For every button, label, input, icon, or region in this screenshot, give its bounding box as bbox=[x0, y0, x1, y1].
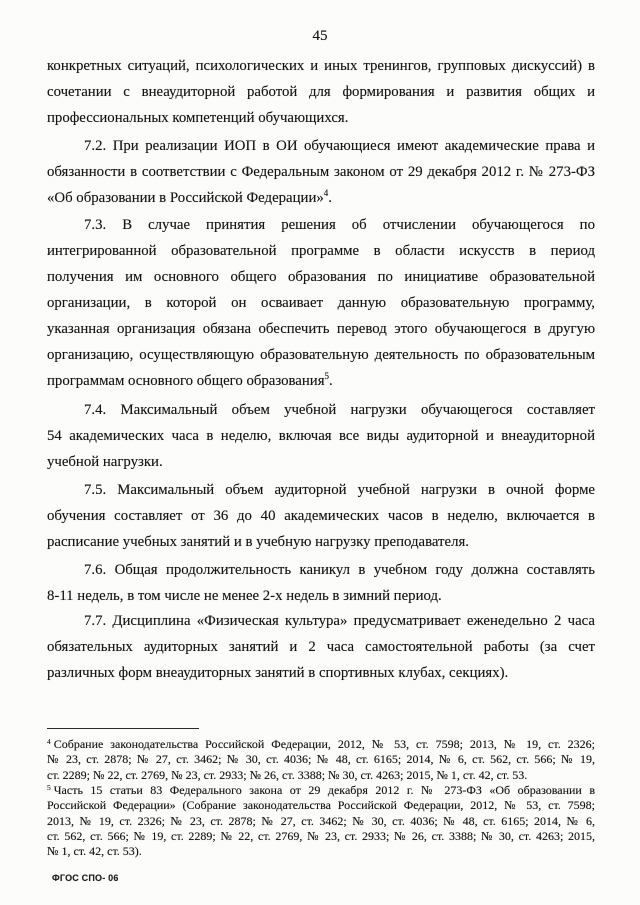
footer-code: ФГОС СПО- 06 bbox=[52, 873, 119, 883]
text-line: ст. 2289; № 22, ст. 2769, № 23, ст. 2933; № 26, ст. 3388; № 30, ст. 4263; 2015, № 1, ст. 42, ст. 53. bbox=[47, 767, 528, 782]
paragraph-7-6 bbox=[47, 557, 595, 609]
text-line: различных форм внеаудиторных занятий в спортивных клубах, секциях). bbox=[47, 665, 509, 681]
text-line: № 23, ст. 2878; № 27, ст. 3462; № 30, ст. 4036; № 48, ст. 6165; 2014, № 6, ст. 562, ст. 566; № 19, bbox=[47, 752, 595, 767]
footnote-separator bbox=[47, 728, 199, 729]
text-line: интегрированной образовательной программе в области искусств в период bbox=[47, 243, 595, 259]
text-line bbox=[47, 368, 595, 394]
text-line bbox=[47, 185, 595, 211]
text-line: обязанности в соответствии с Федеральным законом от 29 декабря 2012 г. № 273-ФЗ bbox=[47, 164, 595, 180]
line-end: . bbox=[328, 190, 332, 206]
text-line: № 1, ст. 42, ст. 53). bbox=[47, 844, 142, 859]
paragraph-7-2 bbox=[47, 133, 595, 211]
paragraph-7-5 bbox=[47, 477, 595, 555]
paragraph-7-4 bbox=[47, 397, 595, 475]
text-line: 7.3. В случае принятия решения об отчислении обучающегося по bbox=[84, 217, 595, 233]
text-line bbox=[47, 783, 595, 798]
text-line: расписание учебных занятий и в учебную нагрузку преподавателя. bbox=[47, 534, 469, 550]
text-line: указанная организация обязана обеспечить перевод этого обучающегося в другую bbox=[47, 321, 595, 337]
page-number: 45 bbox=[312, 28, 328, 44]
text-line: ст. 562, ст. 566; № 19, ст. 2289; № 22, ст. 2769, № 23, ст. 2933; № 26, ст. 3388; № 30, ст. 4263; 2015, bbox=[47, 828, 595, 843]
line-text: программам основного общего образования bbox=[47, 373, 325, 389]
text-line: конкретных ситуаций, психологических и иных тренингов, групповых дискуссий) в bbox=[47, 58, 595, 74]
text-line: Российской Федерации» (Собрание законодательства Российской Федерации, 2012, № 53, ст. 7598; bbox=[47, 798, 595, 813]
paragraph-7-3 bbox=[47, 212, 595, 394]
text-line: профессиональных компетенций обучающихся. bbox=[47, 110, 349, 126]
line-text: Собрание законодательства Российской Федерации, 2012, № 53, ст. 7598; 2013, № 19, ст. 2326; bbox=[53, 737, 595, 751]
footnote-4 bbox=[47, 737, 595, 783]
text-line: сочетании с внеаудиторной работой для формирования и развития общих и bbox=[47, 84, 595, 100]
text-line: 7.4. Максимальный объем учебной нагрузки обучающегося составляет bbox=[84, 402, 595, 418]
text-line: 54 академических часа в неделю, включая все виды аудиторной и внеаудиторной bbox=[47, 428, 595, 444]
text-line: 7.2. При реализации ИОП в ОИ обучающиеся имеют академические права и bbox=[84, 138, 595, 154]
text-line: 7.7. Дисциплина «Физическая культура» предусматривает еженедельно 2 часа bbox=[84, 613, 595, 629]
text-line: обучения составляет от 36 до 40 академических часов в неделю, включается в bbox=[47, 508, 595, 524]
line-text: «Об образовании в Российской Федерации» bbox=[47, 190, 324, 206]
text-line: 7.5. Максимальный объем аудиторной учебной нагрузки в очной форме bbox=[84, 482, 595, 498]
text-line: организацию, осуществляющую образовательную деятельность по образовательным bbox=[47, 347, 595, 363]
text-line: 8-11 недель, в том числе не менее 2-х недель в зимний период. bbox=[47, 588, 442, 604]
paragraph-7-7 bbox=[47, 608, 595, 686]
footnote-5 bbox=[47, 783, 595, 859]
footnote-reference: 4 bbox=[323, 188, 329, 198]
line-end: . bbox=[329, 373, 333, 389]
text-line bbox=[47, 737, 595, 752]
text-line: учебной нагрузки. bbox=[47, 454, 163, 470]
line-text: Часть 15 статьи 83 Федерального закона от 29 декабря 2012 г. № 273-ФЗ «Об образовании в bbox=[53, 783, 595, 797]
paragraph-continuation bbox=[47, 53, 595, 131]
text-line: обязательных аудиторных занятий и 2 часа самостоятельной работы (за счет bbox=[47, 639, 595, 655]
footnote-reference: 5 bbox=[324, 371, 329, 381]
text-line: 7.6. Общая продолжительность каникул в учебном году должна составлять bbox=[84, 562, 595, 578]
footnote-mark: 5 bbox=[47, 783, 51, 792]
footnote-mark: 4 bbox=[47, 737, 51, 746]
text-line: 2013, № 19, ст. 2326; № 23, ст. 2878; № 27, ст. 3462; № 30, ст. 4036; № 48, ст. 6165; 2014, № 6, bbox=[47, 813, 595, 828]
text-line: организации, в которой он осваивает данную образовательную программу, bbox=[47, 295, 595, 311]
text-line: получения им основного общего образования по инициативе образовательной bbox=[47, 269, 595, 285]
